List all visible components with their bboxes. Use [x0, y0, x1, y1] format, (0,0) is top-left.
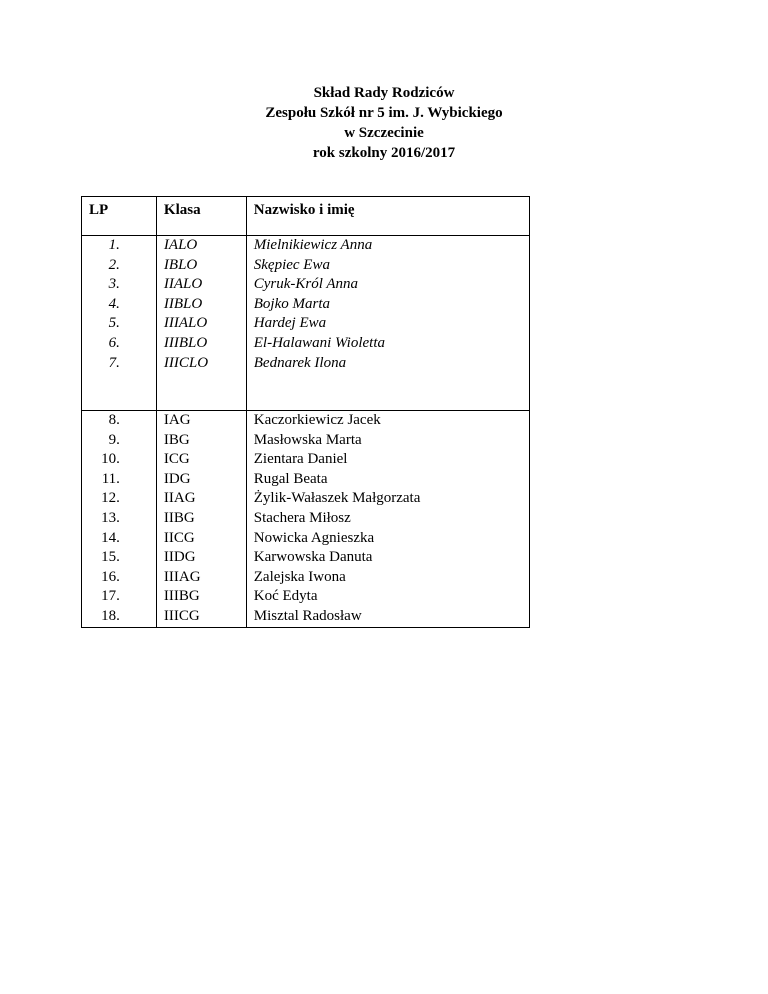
lp-value: 14.	[101, 529, 120, 546]
klasa-value: IIALO	[163, 276, 203, 293]
klasa-value: IALO	[163, 237, 198, 253]
header-lp: LP	[82, 197, 157, 236]
lp-value: 16.	[101, 568, 120, 585]
lp-value: 1.	[108, 237, 120, 253]
name-value: Żylik-Wałaszek Małgorzata	[253, 490, 421, 507]
name-value: Kaczorkiewicz Jacek	[253, 412, 381, 428]
lp-value: 8.	[108, 412, 120, 428]
lp-value: 17.	[101, 588, 120, 605]
lp-cell	[82, 411, 157, 628]
lp-value: 13.	[101, 509, 120, 526]
name-value: Zalejska Iwona	[253, 568, 346, 585]
name-value: Hardej Ewa	[253, 315, 327, 332]
klasa-value: IIDG	[163, 549, 196, 566]
name-value: Stachera Miłosz	[253, 509, 351, 526]
klasa-value: IIBLO	[163, 295, 203, 312]
klasa-value: IBG	[163, 431, 190, 448]
lp-value: 3.	[108, 276, 120, 293]
name-value: Cyruk-Król Anna	[253, 276, 359, 293]
lp-value: 15.	[101, 549, 120, 566]
klasa-value: IDG	[163, 470, 191, 487]
name-value: Nowicka Agnieszka	[253, 529, 375, 546]
lp-value: 2.	[108, 256, 120, 273]
lyceum-group-row	[82, 236, 530, 411]
lp-value: 18.	[101, 607, 120, 624]
title-line-3: w Szczecinie	[344, 125, 424, 141]
klasa-value: IIIAG	[163, 568, 201, 585]
klasa-value: IIIBG	[163, 588, 200, 605]
name-cell	[246, 411, 529, 628]
title-line-1: Skład Rady Rodziców	[313, 85, 455, 101]
lp-value: 11.	[101, 470, 120, 487]
klasa-value: IIIBLO	[163, 334, 208, 351]
name-value: Zientara Daniel	[253, 451, 348, 468]
klasa-value: IIICG	[163, 607, 200, 624]
klasa-value: IAG	[163, 412, 191, 428]
lp-cell	[82, 236, 157, 411]
klasa-value: IIAG	[163, 490, 196, 507]
lp-value: 9.	[108, 431, 120, 448]
name-value: Mielnikiewicz Anna	[253, 237, 373, 253]
klasa-value: IICG	[163, 529, 195, 546]
klasa-value: IBLO	[163, 256, 198, 273]
name-cell	[246, 236, 529, 411]
name-value: Misztal Radosław	[253, 607, 362, 624]
name-value: Bojko Marta	[253, 295, 330, 312]
lp-value: 7.	[108, 354, 120, 371]
name-value: Skępiec Ewa	[253, 256, 330, 273]
klasa-value: IIBG	[163, 509, 195, 526]
klasa-value: IIICLO	[163, 354, 209, 371]
name-value: Rugal Beata	[253, 470, 328, 487]
title-line-2: Zespołu Szkół nr 5 im. J. Wybickiego	[265, 105, 503, 121]
lp-value: 10.	[101, 451, 120, 468]
klasa-value: ICG	[163, 451, 190, 468]
name-value: El-Halawani Wioletta	[253, 334, 385, 351]
name-value: Bednarek Ilona	[253, 354, 347, 371]
klasa-cell	[156, 236, 246, 411]
header-klasa: Klasa	[156, 197, 246, 236]
klasa-cell	[156, 411, 246, 628]
table-header-row	[82, 197, 530, 236]
document-title	[0, 83, 768, 163]
lp-value: 12.	[101, 490, 120, 507]
lp-value: 4.	[108, 295, 120, 312]
klasa-value: IIIALO	[163, 315, 208, 332]
name-value: Karwowska Danuta	[253, 549, 373, 566]
name-value: Masłowska Marta	[253, 431, 362, 448]
council-roster-table	[81, 196, 530, 628]
header-name: Nazwisko i imię	[246, 197, 529, 236]
gymnasium-group-row	[82, 411, 530, 628]
lp-value: 6.	[108, 334, 120, 351]
title-line-4: rok szkolny 2016/2017	[312, 145, 456, 161]
lp-value: 5.	[108, 315, 120, 332]
name-value: Koć Edyta	[253, 588, 318, 605]
